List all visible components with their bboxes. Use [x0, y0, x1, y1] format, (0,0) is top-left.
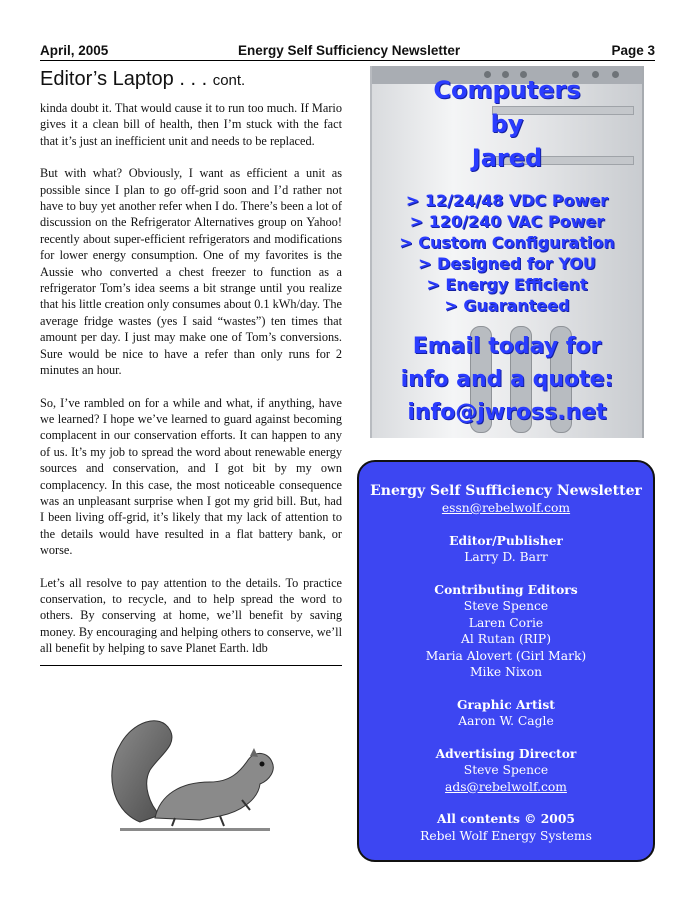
ad-cta: Email today for — [412, 334, 602, 359]
ad-headline: by — [490, 110, 524, 138]
contributor-name: Mike Nixon — [469, 665, 543, 679]
contributor-name: Maria Alovert (Girl Mark) — [425, 648, 587, 663]
ad-cta: info and a quote: — [400, 367, 614, 392]
ad-headline: Computers — [433, 76, 581, 104]
company-name: Rebel Wolf Energy Systems — [420, 828, 592, 843]
masthead-title: Energy Self Sufficiency Newsletter — [370, 483, 642, 499]
article-end-rule — [40, 665, 342, 666]
advertising-email-link[interactable]: ads@rebelwolf.com — [445, 779, 567, 794]
article-title-text: Editor’s Laptop . . . — [40, 68, 208, 90]
ad-feature: > Designed for YOU — [418, 254, 596, 273]
ad-feature: > 120/240 VAC Power — [409, 212, 605, 231]
masthead-email-link[interactable]: essn@rebelwolf.com — [441, 501, 571, 515]
article-title — [40, 66, 342, 94]
newsletter-name: Energy Self Sufficiency Newsletter — [238, 43, 461, 58]
article-column — [40, 66, 342, 666]
graphic-artist-heading: Graphic Artist — [457, 696, 555, 712]
ad-feature: > Custom Configuration — [399, 233, 615, 252]
graphic-artist-name: Aaron W. Cagle — [458, 714, 554, 728]
advertising-director-name: Steve Spence — [463, 763, 549, 777]
issue-date: April, 2005 — [40, 43, 109, 58]
article-paragraph: kinda doubt it. That would cause it to run too much. If Mario gives it a clean bill of health, then I’m stuck with the fact that it’s just an inefficient unit and needs to be replaced. — [40, 101, 342, 148]
editor-heading: Editor/Publisher — [449, 532, 563, 548]
article-paragraph: But with what? Obviously, I want as efficient a unit as possible since I plan to go off-grid soon and I’d rather not have to buy yet another refer when I do. There’s been a lot of discussion on the Refrigerator Alternatives group on Yahoo! recently about super-efficient refrigerators and modifications for lower energy consumption. One of my favorites is the Aussie who converted a chest freezer to function as a refrigerator Tom’s idea seems a bit strange until you realize that his little creation only consumes about 0.1 kWh/day. The average fridge wastes (yes I said “wastes”) ten times that amount per day. I just may make one of Tom’s conversions. Sure would be nice to have a refer than only runs for 2 minutes an hour. — [40, 166, 342, 378]
masthead-box — [357, 460, 655, 862]
ad-feature: > Guaranteed — [444, 296, 570, 315]
contributor-name: Steve Spence — [463, 599, 549, 613]
contributors-heading: Contributing Editors — [434, 581, 578, 597]
squirrel-illustration — [100, 700, 290, 840]
ad-email: info@jwross.net — [407, 400, 607, 425]
advertising-heading: Advertising Director — [435, 745, 577, 761]
article-cont: cont. — [212, 72, 246, 89]
ad-feature: > 12/24/48 VDC Power — [405, 191, 609, 210]
ad-headline: Jared — [471, 144, 543, 172]
ad-feature: > Energy Efficient — [426, 275, 588, 294]
editor-name: Larry D. Barr — [464, 550, 548, 564]
article-paragraph: Let’s all resolve to pay attention to the details. To practice conservation, to recycle, and to help spread the word to others. By conserving at home, we’ll benefit by saving money. By encouraging and helping others to conserve, we’ll all benefit by helping to save Planet Earth. ldb — [40, 575, 342, 656]
copyright-text: All contents © 2005 — [437, 811, 575, 826]
contributor-name: Al Rutan (RIP) — [461, 632, 551, 646]
contributor-name: Laren Corie — [468, 615, 544, 630]
article-paragraph: So, I’ve rambled on for a while and what, if anything, have we learned? I hope we’ve learned to guard against becoming complacent in our conservation efforts. It can happen to any of us. It’s my job to spread the word about renewable energy sources and conservation, and I got bit by my own complacency. In this case, the most noticeable consequence was an unpleasant surprise when I got my grid bill. But, had I been living off-grid, it’s likely that my lack of attention to the details would have resulted in a flat battery bank, or worse. — [40, 395, 342, 558]
page-number: Page 3 — [611, 43, 655, 58]
computers-advertisement — [370, 66, 644, 438]
page-header — [40, 40, 655, 61]
